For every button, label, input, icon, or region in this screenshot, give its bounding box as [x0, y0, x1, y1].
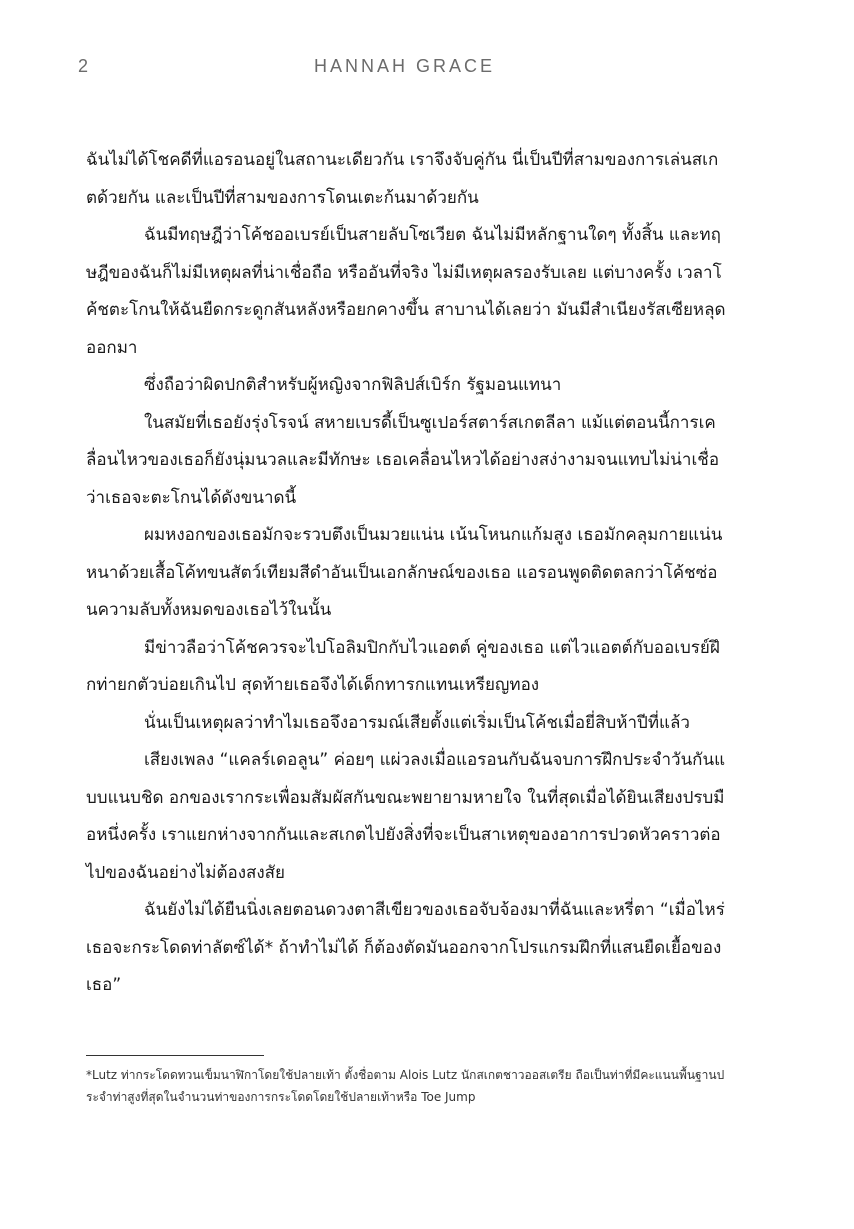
footnote: *Lutz ท่ากระโดดทวนเข็มนาฬิกาโดยใช้ปลายเท้า ตั้งชื่อตาม Alois Lutz นักสเกตชาวออสเตรีย ถือเป็นท่าที่มีคะแนนพื้นฐานประจำท่าสูงที่สุดในจำนวนท่าของการกระโดดโดยใช้ปลายเท้าหรือ Toe Jump: [86, 1068, 725, 1104]
paragraph: นั่นเป็นเหตุผลว่าทำไมเธอจึงอารมณ์เสียตั้งแต่เริ่มเป็นโค้ชเมื่อยี่สิบห้าปีที่แล้ว: [144, 712, 690, 733]
paragraph: ในสมัยที่เธอยังรุ่งโรจน์ สหายเบรดี้เป็นซูเปอร์สตาร์สเกตลีลา แม้แต่ตอนนี้การเคลื่อนไหวของเธอก็ยังนุ่มนวลและมีทักษะ เธอเคลื่อนไหวได้อย่างสง่างามจนแทบไม่น่าเชื่อว่าเธอจะตะโกนได้ดังขนาดนี้: [86, 412, 720, 508]
paragraph: เสียงเพลง “แคลร์เดอลูน” ค่อยๆ แผ่วลงเมื่อแอรอนกับฉันจบการฝึกประจำวันกันแบบแนบชิด อกของเรากระเพื่อมสัมผัสกันขณะพยายามหายใจ ในที่สุดเมื่อได้ยินเสียงปรบมือหนึ่งครั้ง เราแยกห่างจากกันและสเกตไปยังสิ่งที่จะเป็นสาเหตุของอาการปวดหัวคราวต่อไปของฉันอย่างไม่ต้องสงสัย: [86, 750, 726, 883]
paragraph: ฉันมีทฤษฎีว่าโค้ชออเบรย์เป็นสายลับโซเวียต ฉันไม่มีหลักฐานใดๆ ทั้งสิ้น และทฤษฎีของฉันก็ไม่มีเหตุผลที่น่าเชื่อถือ หรืออันที่จริง ไม่มีเหตุผลรองรับเลย แต่บางครั้ง เวลาโค้ชตะโกนให้ฉันยืดกระดูกสันหลังหรือยกคางขึ้น สาบานได้เลยว่า มันมีสำเนียงรัสเซียหลุดออกมา: [86, 225, 726, 358]
paragraph: ซึ่งถือว่าผิดปกติสำหรับผู้หญิงจากฟิลิปส์เบิร์ก รัฐมอนแทนา: [144, 375, 562, 395]
footnote-divider: [86, 1055, 264, 1056]
body-text: [86, 142, 726, 1005]
page-header: [78, 56, 854, 80]
running-head-author: HANNAH GRACE: [314, 56, 496, 76]
paragraph: มีข่าวลือว่าโค้ชควรจะไปโอลิมปิกกับไวแอตต์ คู่ของเธอ แต่ไวแอตต์กับออเบรย์ฝึกท่ายกตัวบ่อยเกินไป สุดท้ายเธอจึงได้เด็กทารกแทนเหรียญทอง: [86, 637, 720, 695]
paragraph: ฉันไม่ได้โชคดีที่แอรอนอยู่ในสถานะเดียวกัน เราจึงจับคู่กัน นี่เป็นปีที่สามของการเล่นสเกตด้วยกัน และเป็นปีที่สามของการโดนเตะก้นมาด้วยกัน: [86, 150, 719, 208]
page-number: 2: [78, 56, 89, 76]
paragraph: ผมหงอกของเธอมักจะรวบตึงเป็นมวยแน่น เน้นโหนกแก้มสูง เธอมักคลุมกายแน่นหนาด้วยเสื้อโค้ทขนสัตว์เทียมสีดำอันเป็นเอกลักษณ์ของเธอ แอรอนพูดติดตลกว่าโค้ชซ่อนความลับทั้งหมดของเธอไว้ในนั้น: [86, 525, 723, 620]
paragraph: ฉันยังไม่ได้ยืนนิ่งเลยตอนดวงตาสีเขียวของเธอจับจ้องมาที่ฉันและหรี่ตา “เมื่อไหร่เธอจะกระโดดท่าลัตซ์ได้* ถ้าทำไม่ได้ ก็ต้องตัดมันออกจากโปรแกรมฝึกที่แสนยืดเยื้อของเธอ”: [86, 900, 725, 995]
